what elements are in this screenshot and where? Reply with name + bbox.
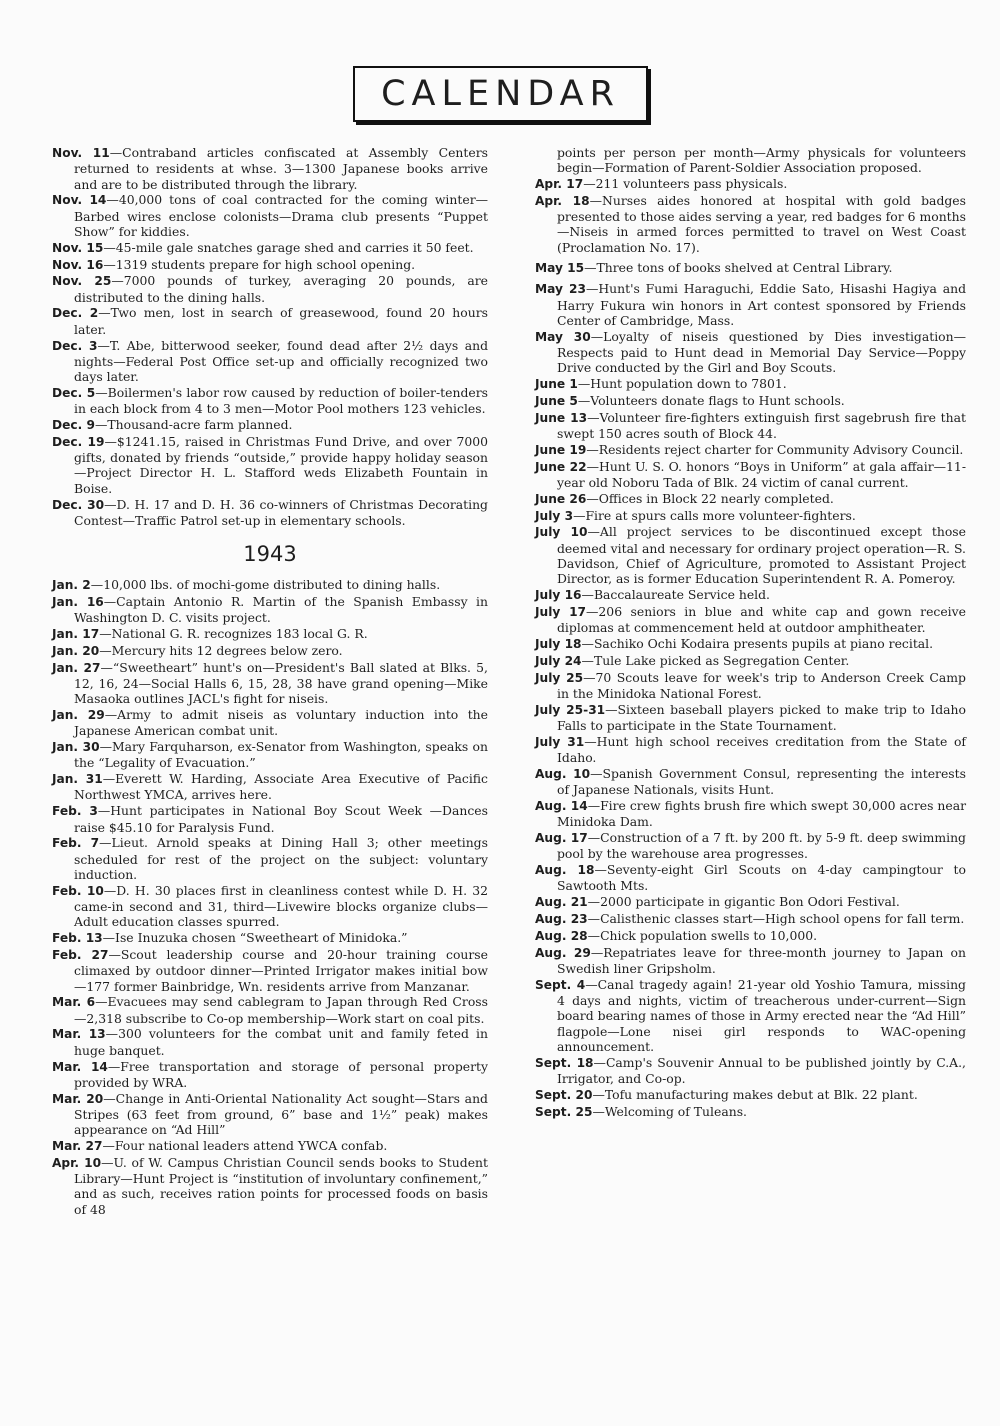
- entry-date: June 5: [535, 393, 578, 408]
- entry-date: Aug. 10: [535, 766, 591, 781]
- calendar-entry: [52, 385, 488, 417]
- entry-text: —Four national leaders attend YWCA confab.: [102, 1138, 388, 1154]
- entries-1942: [52, 145, 488, 528]
- entry-text: —Contraband articles confiscated at Assembly Centers returned to residents at whse. 3—1300 Japanese books arrive and are to be distributed through the library.: [74, 145, 489, 192]
- entry-text: —Sixteen baseball players picked to make trip to Idaho Falls to participate in the State Tournament.: [557, 701, 966, 733]
- entry-date: Nov. 14: [52, 193, 107, 208]
- calendar-entry: [52, 338, 488, 385]
- entry-date: June 22: [535, 459, 587, 474]
- entry-date: Apr. 10: [52, 1155, 102, 1170]
- calendar-title: CALENDAR: [353, 66, 648, 122]
- entry-text: —Captain Antonio R. Martin of the Spanish Embassy in Washington D. C. visits project.: [74, 593, 488, 626]
- entry-text: —Hunt's Fumi Haraguchi, Eddie Sato, Hisashi Hagiya and Harry Fukura win honors in Art contest sponsored by Friends Center of Cambridge, Mass.: [557, 281, 967, 328]
- calendar-entry: [52, 883, 488, 930]
- calendar-entry: [52, 417, 488, 433]
- entry-text: —National G. R. recognizes 183 local G. R.: [99, 626, 368, 642]
- entry-text: —Loyalty of niseis questioned by Dies investigation—Respects paid to Hunt dead in Memorial Day Service—Poppy Drive conducted by the Girl and Boy Scouts.: [557, 328, 967, 376]
- entry-date: Dec. 3: [52, 338, 98, 353]
- entry-text: —U. of W. Campus Christian Council sends books to Student Library—Hunt Project is “institution of involuntary confinement,” and as such, receives ration points for processed foods on basis of 48: [74, 1154, 488, 1217]
- calendar-entry: [52, 192, 488, 239]
- entry-text: —Mercury hits 12 degrees below zero.: [99, 642, 343, 658]
- calendar-entry: [535, 734, 966, 766]
- entry-text: —Change in Anti-Oriental Nationality Act sought—Stars and Stripes (63 feet from ground, 6” base and 1½” peak) makes appearance on “Ad Hill”: [74, 1090, 488, 1138]
- calendar-entry: [535, 376, 966, 392]
- entry-text: —Offices in Block 22 nearly completed.: [586, 490, 834, 506]
- entry-date: May 15: [535, 261, 585, 276]
- calendar-entry: [52, 1091, 488, 1138]
- entry-text: —Scout leadership course and 20-hour training course climaxed by outdoor dinner—Printed Irrigator makes initial bow—177 former Bainbridge, Wn. residents arrive from Manzanar.: [74, 946, 488, 994]
- entries-1943-right: [535, 176, 966, 1120]
- calendar-entry: [535, 636, 966, 652]
- entry-date: June 26: [535, 491, 587, 506]
- entry-text: —Hunt participates in National Boy Scout Week —Dances raise $45.10 for Paralysis Fund.: [74, 803, 488, 835]
- entry-date: Aug. 28: [535, 928, 588, 943]
- entry-text: —40,000 tons of coal contracted for the coming winter—Barbed wires enclose colonists—Drama club presents “Puppet Show” for kiddies.: [74, 192, 489, 239]
- entry-text: —Nurses aides honored at hospital with gold badges presented to those aides serving a year, red badges for 6 months—Niseis in armed forces permitted to travel on West Coast (Proclamation No. 17).: [557, 192, 966, 255]
- entry-text: —2000 participate in gigantic Bon Odori Festival.: [587, 894, 900, 910]
- entry-date: Jan. 29: [52, 708, 105, 722]
- calendar-entry: [535, 977, 966, 1054]
- calendar-entry: [52, 1026, 488, 1058]
- entry-date: Feb. 13: [52, 931, 103, 946]
- entry-date: Dec. 5: [52, 385, 96, 400]
- entry-date: Mar. 13: [52, 1027, 106, 1042]
- entry-date: Jan. 30: [52, 740, 100, 755]
- entry-date: Jan. 31: [52, 772, 103, 787]
- calendar-entry: [535, 260, 966, 276]
- entry-text: —300 volunteers for the combat unit and family feted in huge banquet.: [74, 1026, 488, 1058]
- entry-date: Nov. 25: [52, 274, 112, 289]
- calendar-entry: [535, 329, 966, 376]
- entry-date: Dec. 9: [52, 418, 95, 433]
- entry-date: June 13: [535, 410, 588, 425]
- calendar-entry: [535, 670, 966, 702]
- entry-text: —Welcoming of Tuleans.: [592, 1103, 747, 1119]
- entry-text: —1319 students prepare for high school opening.: [103, 256, 416, 272]
- entry-date: Apr. 17: [535, 177, 584, 192]
- entry-date: June 1: [535, 377, 578, 392]
- entry-text: —Mary Farquharson, ex-Senator from Washington, speaks on the “Legality of Evacuation.”: [74, 739, 488, 771]
- entry-text: —Fire crew fights brush fire which swept 30,000 acres near Minidoka Dam.: [557, 797, 967, 830]
- calendar-entry: [535, 524, 966, 586]
- entry-date: Aug. 17: [535, 830, 588, 845]
- calendar-entry: [535, 193, 966, 255]
- entry-date: Mar. 14: [52, 1059, 108, 1074]
- calendar-entry: [535, 928, 966, 944]
- entry-text: —Repatriates leave for three-month journey to Japan on Swedish liner Gripsholm.: [557, 944, 966, 976]
- entry-date: July 31: [535, 734, 585, 749]
- calendar-entry: [52, 739, 488, 771]
- calendar-entry: [535, 459, 966, 491]
- entry-text: —Chick population swells to 10,000.: [587, 927, 818, 943]
- calendar-entry: [52, 643, 488, 659]
- entry-text: —All project services to be discontinued except those deemed vital and necessary for ordinary project operation—R. S. Davidson, Chief of Agriculture, promoted to Assistant Project Director, as is former Education Superintendent R. A. Pomeroy.: [557, 524, 966, 587]
- calendar-entry: [535, 862, 966, 894]
- calendar-entry: [52, 930, 488, 946]
- entry-text: —Evacuees may send cablegram to Japan through Red Cross—2,318 subscribe to Co-op membership—Work start on coal pits.: [74, 994, 489, 1026]
- entry-text: —211 volunteers pass physicals.: [583, 176, 788, 192]
- calendar-entry: [52, 257, 488, 273]
- entry-text: —Hunt U. S. O. honors “Boys in Uniform” at gala affair—11-year old Noboru Tada of Blk. 24 victim of canal current.: [557, 458, 967, 490]
- entry-text: —Canal tragedy again! 21-year old Yoshio Tamura, missing 4 days and nights, victim of treacherous under-current—Sign board bearing names of those in Army erected near the “Ad Hill” flagpole—Lone nisei girl responds to WAC-opening announcement.: [557, 976, 966, 1054]
- entry-date: Aug. 23: [535, 911, 588, 926]
- entry-date: Sept. 25: [535, 1104, 593, 1119]
- entry-text: —Camp's Souvenir Annual to be published jointly by C.A., Irrigator, and Co-op.: [557, 1054, 966, 1086]
- entry-date: July 10: [535, 525, 588, 540]
- entry-date: Mar. 27: [52, 1139, 103, 1154]
- entry-text: —Spanish Government Consul, representing the interests of Japanese Nationals, visits Hunt.: [557, 765, 967, 798]
- entry-date: July 25-31: [535, 702, 606, 717]
- calendar-entry: [535, 1104, 966, 1120]
- entry-text: —T. Abe, bitterwood seeker, found dead after 2½ days and nights—Federal Post Office set-up and officially recognized two days later.: [74, 337, 488, 385]
- calendar-entry: [52, 771, 488, 803]
- calendar-entry: [52, 273, 488, 305]
- calendar-entry: [52, 1155, 488, 1217]
- entry-date: Feb. 3: [52, 804, 98, 819]
- calendar-entry: [52, 994, 488, 1026]
- entry-date: Mar. 6: [52, 995, 96, 1010]
- entry-text: —70 Scouts leave for week's trip to Anderson Creek Camp in the Minidoka National Forest.: [557, 669, 966, 701]
- entry-date: Sept. 18: [535, 1055, 594, 1070]
- calendar-entry: [535, 410, 966, 442]
- entry-date: July 3: [535, 508, 574, 523]
- entry-date: Aug. 21: [535, 895, 588, 910]
- entry-date: Dec. 19: [52, 434, 105, 449]
- entry-text: —Two men, lost in search of greasewood, found 20 hours later.: [74, 305, 488, 337]
- entry-date: Dec. 30: [52, 497, 105, 512]
- calendar-entry: [535, 1087, 966, 1103]
- entry-text: —Three tons of books shelved at Central Library.: [584, 260, 893, 276]
- entry-date: July 18: [535, 636, 582, 651]
- entry-text: —Construction of a 7 ft. by 200 ft. by 5-9 ft. deep swimming pool by the warehouse area progresses.: [557, 829, 966, 862]
- entry-date: July 25: [535, 670, 584, 685]
- entry-text: —7000 pounds of turkey, averaging 20 pounds, are distributed to the dining halls.: [74, 273, 488, 305]
- calendar-entry: [535, 604, 966, 636]
- calendar-entry: [535, 491, 966, 507]
- calendar-entry: [535, 766, 966, 798]
- entry-date: Jan. 27: [52, 660, 101, 675]
- entry-date: May 30: [535, 329, 591, 344]
- calendar-entry: [535, 176, 966, 192]
- calendar-entry: [52, 1059, 488, 1091]
- entry-text: —Sachiko Ochi Kodaira presents pupils at piano recital.: [581, 635, 934, 651]
- entry-text: —Ise Inuzuka chosen “Sweetheart of Minidoka.”: [102, 930, 408, 946]
- entry-date: Dec. 2: [52, 306, 99, 321]
- entry-date: Jan. 16: [52, 594, 104, 609]
- entry-date: Nov. 15: [52, 240, 104, 255]
- calendar-entry: [52, 434, 488, 496]
- calendar-entry: [535, 281, 966, 328]
- entry-text: —Fire at spurs calls more volunteer-fighters.: [573, 507, 856, 523]
- calendar-entry: [52, 497, 488, 529]
- entry-text: —Volunteer fire-fighters extinguish first sagebrush fire that swept 150 acres south of Block 44.: [557, 409, 966, 442]
- entry-text: —D. H. 30 places first in cleanliness contest while D. H. 32 came-in second and 31, third—Livewire blocks organize clubs—Adult education classes spurred.: [74, 882, 488, 930]
- calendar-entry: [52, 594, 488, 626]
- calendar-entry: [52, 803, 488, 835]
- calendar-entry: [535, 587, 966, 603]
- entry-text: —Lieut. Arnold speaks at Dining Hall 3; other meetings scheduled for rest of the project on the subject: voluntary induction.: [74, 835, 488, 882]
- entry-date: Apr. 18: [535, 193, 590, 208]
- entry-text: —206 seniors in blue and white cap and gown receive diplomas at commencement held at outdoor amphitheater.: [557, 603, 966, 636]
- entry-date: Jan. 20: [52, 643, 100, 658]
- calendar-entry: [535, 894, 966, 910]
- calendar-entry: [535, 1055, 966, 1087]
- entry-text: —Boilermen's labor row caused by reduction of boiler-tenders in each block from 4 to 3 men—Motor Pool mothers 123 vehicles.: [74, 384, 488, 417]
- entry-date: May 23: [535, 282, 586, 297]
- left-column: [52, 145, 488, 1218]
- entry-date: July 17: [535, 604, 587, 619]
- entry-text: —Tule Lake picked as Segregation Center.: [581, 652, 850, 668]
- calendar-entry: [52, 660, 488, 707]
- entry-text: —10,000 lbs. of mochi-gome distributed to dining halls.: [90, 577, 441, 593]
- entry-text: —45-mile gale snatches garage shed and carries it 50 feet.: [103, 239, 474, 255]
- entry-text: —Thousand-acre farm planned.: [94, 417, 293, 433]
- calendar-entry: [535, 702, 966, 734]
- calendar-entry: [535, 945, 966, 977]
- entry-text: —Residents reject charter for Community Advisory Council.: [586, 441, 964, 457]
- entry-date: Nov. 16: [52, 257, 104, 272]
- calendar-entry: [52, 707, 488, 739]
- entry-date: Aug. 18: [535, 863, 595, 878]
- entry-text: —Tofu manufacturing makes debut at Blk. 22 plant.: [592, 1086, 918, 1102]
- entry-text: —Hunt high school receives creditation from the State of Idaho.: [557, 733, 966, 765]
- entry-date: Aug. 29: [535, 945, 591, 960]
- entry-text: —Everett W. Harding, Associate Area Executive of Pacific Northwest YMCA, arrives here.: [74, 771, 488, 803]
- entry-text: —$1241.15, raised in Christmas Fund Drive, and over 7000 gifts, donated by friends “outside,” provide happy holiday season—Project Director H. L. Stafford weds Elizabeth Fountain in Boise.: [74, 433, 488, 496]
- calendar-entry: [52, 947, 488, 994]
- calendar-entry: [535, 508, 966, 524]
- year-heading: 1943: [243, 542, 297, 567]
- entry-text: —Army to admit niseis as voluntary induction into the Japanese American combat unit.: [74, 707, 488, 739]
- entry-date: June 19: [535, 442, 587, 457]
- calendar-entry: [52, 305, 488, 337]
- entry-date: Sept. 4: [535, 977, 586, 992]
- entry-date: July 16: [535, 588, 582, 603]
- entry-date: Jan. 2: [52, 578, 91, 593]
- calendar-entry: [52, 577, 488, 593]
- calendar-entry: [52, 145, 488, 192]
- entry-date: Mar. 20: [52, 1091, 104, 1106]
- entry-date: Aug. 14: [535, 798, 588, 813]
- calendar-entry: [535, 798, 966, 830]
- entry-text: —Hunt population down to 7801.: [577, 376, 787, 392]
- entry-date: Jan. 17: [52, 627, 100, 642]
- right-column: [535, 145, 966, 1120]
- entry-date: July 24: [535, 653, 582, 668]
- calendar-entry: [535, 830, 966, 862]
- calendar-entry: [52, 626, 488, 642]
- entry-text: —“Sweetheart” hunt's on—President's Ball slated at Blks. 5, 12, 16, 24—Social Halls 6, 15, 28, 38 have grand opening—Mike Masaoka outlines JACL's fight for niseis.: [74, 659, 488, 707]
- calendar-entry: [535, 393, 966, 409]
- entry-date: Sept. 20: [535, 1087, 593, 1102]
- entry-date: Feb. 27: [52, 947, 109, 962]
- entry-text: —Baccalaureate Service held.: [581, 587, 770, 603]
- entry-date: Nov. 11: [52, 146, 110, 160]
- entry-date: Feb. 7: [52, 836, 100, 851]
- calendar-entry: [535, 442, 966, 458]
- calendar-entry: [52, 1138, 488, 1154]
- entry-text: —Calisthenic classes start—High school opens for fall term.: [587, 910, 965, 926]
- calendar-entry: [52, 835, 488, 882]
- entry-text: —Free transportation and storage of personal property provided by WRA.: [74, 1058, 488, 1090]
- continuation-text: points per person per month—Army physicals for volunteers begin—Formation of Parent-Soldier Association proposed.: [557, 145, 966, 176]
- calendar-entry: [535, 653, 966, 669]
- entry-text: —Volunteers donate flags to Hunt schools.: [577, 392, 845, 408]
- calendar-entry: [52, 240, 488, 256]
- entry-date: Feb. 10: [52, 883, 104, 898]
- entries-1943-left: [52, 577, 488, 1217]
- calendar-entry: [535, 911, 966, 927]
- entry-text: —Seventy-eight Girl Scouts on 4-day campingtour to Sawtooth Mts.: [557, 862, 966, 894]
- entry-text: —D. H. 17 and D. H. 36 co-winners of Christmas Decorating Contest—Traffic Patrol set-up in elementary schools.: [74, 496, 488, 528]
